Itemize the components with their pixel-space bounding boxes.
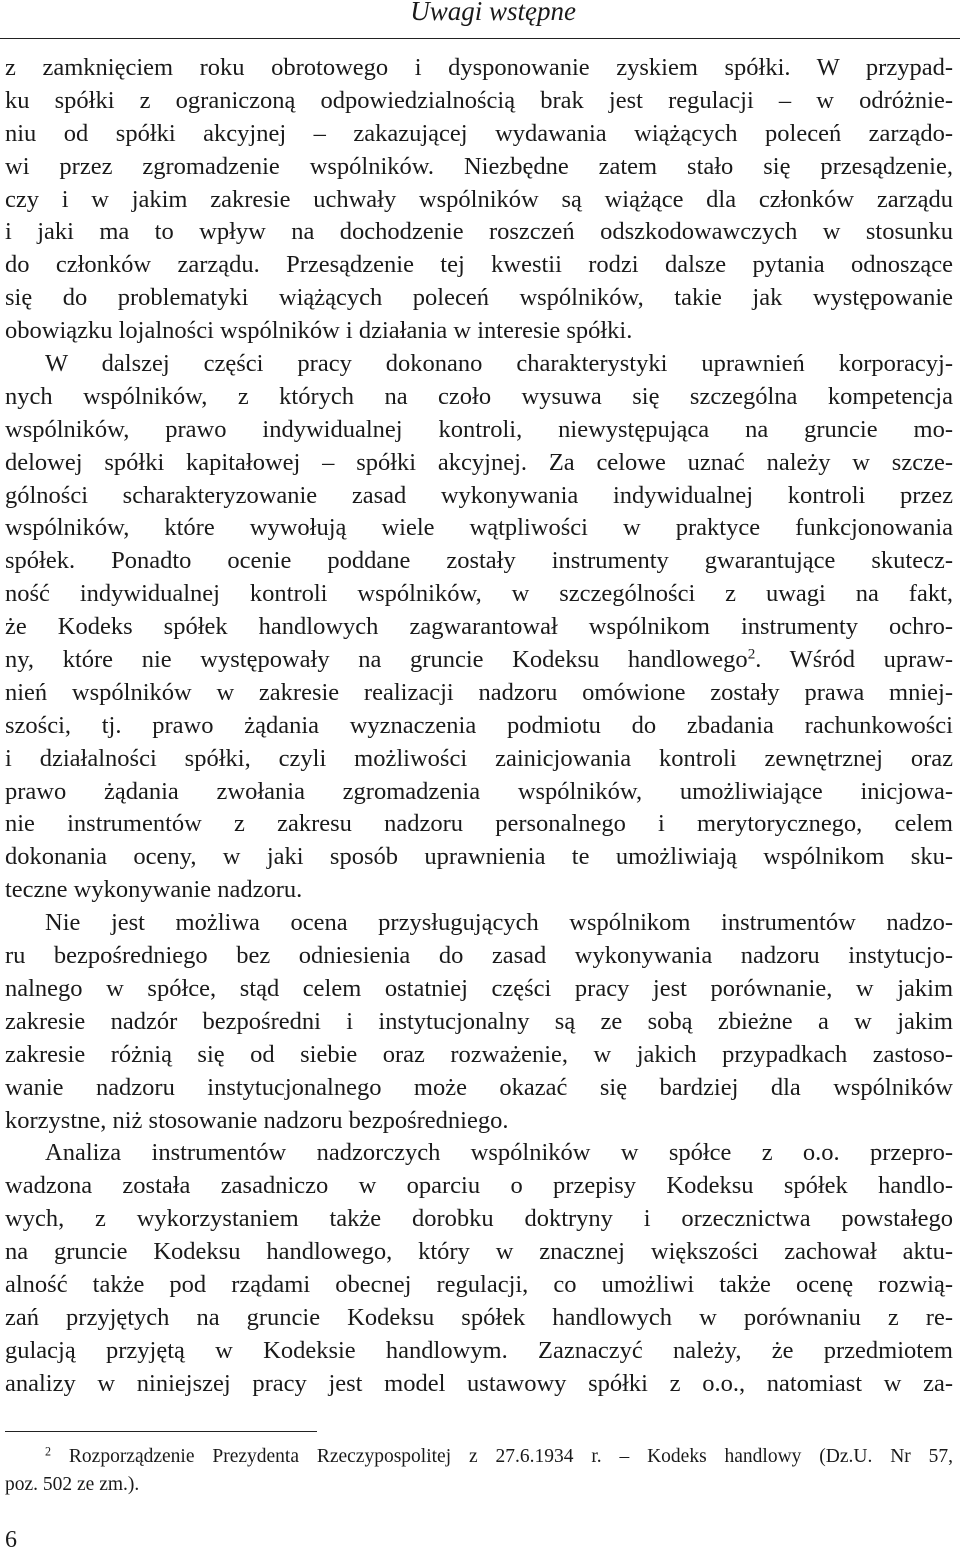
text-line-content: że Kodeks spółek handlowych zagwarantował wspólnikom instrumenty ochro- [5, 613, 953, 641]
text-line [5, 381, 953, 414]
text-line [5, 1203, 953, 1236]
text-line-content: i jaki ma to wpływ na dochodzenie roszczeń odszkodowawczych w stosunku [5, 218, 953, 246]
text-line-content: zań przyjętych na gruncie Kodeksu spółek handlowych w porównaniu z re- [5, 1303, 953, 1331]
text-line [5, 249, 953, 282]
text-line [5, 1137, 953, 1170]
text-line [5, 1072, 953, 1105]
text-line-content: Analiza instrumentów nadzorczych wspólników w spółce z o.o. przepro- [45, 1139, 953, 1167]
text-line-content: na gruncie Kodeksu handlowego, który w znacznej większości zachował aktu- [5, 1238, 953, 1266]
text-line-content: korzystne, niż stosowanie nadzoru bezpośredniego. [5, 1106, 509, 1134]
text-line-content: wspólników, które wywołują wiele wątpliwości w praktyce funkcjonowania [5, 514, 953, 542]
text-line [5, 447, 953, 480]
text-line-content: zakresie różnią się od siebie oraz rozważenie, w jakich przypadkach zastoso- [5, 1040, 953, 1068]
text-line-content: niu od spółki akcyjnej – zakazującej wydawania wiążących poleceń zarządo- [5, 119, 953, 147]
text-line-content: delowej spółki kapitałowej – spółki akcyjnej. Za celowe uznać należy w szcze- [5, 448, 953, 476]
text-line-content: nych wspólników, z których na czoło wysuwa się szczególna kompetencja [5, 382, 953, 410]
text-line [5, 1269, 953, 1302]
text-line [5, 1302, 953, 1335]
text-line [5, 184, 953, 217]
text-line-content: analizy w niniejszej pracy jest model ustawowy spółki z o.o., natomiast w za- [5, 1369, 953, 1397]
text-line-content: ru bezpośredniego bez odniesienia do zasad wykonywania nadzoru instytucjo- [5, 942, 953, 970]
text-line-content: do członków zarządu. Przesądzenie tej kwestii rodzi dalsze pytania odnoszące [5, 251, 953, 279]
text-line [5, 743, 953, 776]
text-line [5, 611, 953, 644]
text-line [5, 315, 953, 348]
text-line-content: wspólników, prawo indywidualnej kontroli, niewystępująca na gruncie mo- [5, 415, 953, 443]
text-line [5, 677, 953, 710]
text-line [5, 118, 953, 151]
footnote-line [5, 1443, 953, 1471]
text-line [5, 776, 953, 809]
text-line [5, 1335, 953, 1368]
text-line-content: teczne wykonywanie nadzoru. [5, 876, 303, 904]
footnote [5, 1443, 953, 1499]
text-line [5, 973, 953, 1006]
text-line [5, 52, 953, 85]
text-line [5, 480, 953, 513]
text-line-content: i działalności spółki, czyli możliwości zainicjowania kontroli zewnętrznej oraz [5, 744, 953, 772]
text-line [5, 1368, 953, 1401]
text-line-content: czy i w jakim zakresie uchwały wspólników są wiążące dla członków zarządu [5, 185, 953, 213]
text-line-content: alność także pod rządami obecnej regulacji, co umożliwi także ocenę rozwią- [5, 1270, 953, 1298]
text-line [5, 1236, 953, 1269]
text-line-content: ku spółki z ograniczoną odpowiedzialnością brak jest regulacji – w odróżnie- [5, 86, 953, 114]
footnote-separator [5, 1431, 317, 1432]
text-line [5, 545, 953, 578]
text-line-content: wych, z wykorzystaniem także dorobku doktryny i orzecznictwa powstałego [5, 1205, 953, 1233]
text-line [5, 710, 953, 743]
text-line-content: gólności scharakteryzowanie zasad wykonywania indywidualnej kontroli przez [5, 481, 953, 509]
text-line [5, 907, 953, 940]
text-line [5, 578, 953, 611]
text-line [5, 808, 953, 841]
running-header [0, 0, 960, 39]
footnote-text: Rozporządzenie Prezydenta Rzeczypospolitej z 27.6.1934 r. – Kodeks handlowy (Dz.U. Nr 57, [68, 1446, 953, 1467]
text-line-content: obowiązku lojalności wspólników i działania w interesie spółki. [5, 317, 633, 345]
text-line [5, 1170, 953, 1203]
page-number: 6 [5, 1527, 17, 1553]
text-line [5, 414, 953, 447]
text-line-content: wi przez zgromadzenie wspólników. Niezbędne zatem stało się przesądzenie, [5, 152, 953, 180]
text-line-content: nalnego w spółce, stąd celem ostatniej części pracy jest porównanie, w jakim [5, 974, 953, 1002]
body-text [5, 52, 953, 1401]
text-line-content: wadzona została zasadniczo w oparciu o przepisy Kodeksu spółek handlo- [5, 1172, 953, 1200]
text-line-continuation: . Wśród upraw- [755, 646, 953, 674]
text-line-content: gulacją przyjętą w Kodeksie handlowym. Zaznaczyć należy, że przedmiotem [5, 1336, 953, 1364]
running-title: Uwagi wstępne [410, 0, 576, 26]
text-line-content: się do problematyki wiążących poleceń wspólników, takie jak występowanie [5, 284, 953, 312]
text-line [5, 348, 953, 381]
footnote-line: poz. 502 ze zm.). [5, 1474, 140, 1495]
text-line [5, 216, 953, 249]
text-line [5, 1006, 953, 1039]
text-line-content: dokonania oceny, w jaki sposób uprawnienia te umożliwiają wspólnikom sku- [5, 843, 953, 871]
text-line-content: ność indywidualnej kontroli wspólników, w szczególności z uwagi na fakt, [5, 580, 953, 608]
text-line-content: spółek. Ponadto ocenie poddane zostały instrumenty gwarantujące skutecz- [5, 547, 953, 575]
footnote-marker: 2 [45, 1444, 52, 1459]
text-line [5, 874, 953, 907]
text-line-content: z zamknięciem roku obrotowego i dysponowanie zyskiem spółki. W przypad- [5, 54, 953, 81]
text-line [5, 282, 953, 315]
text-line-content: ny, które nie występowały na gruncie Kodeksu handlowego [5, 646, 748, 674]
text-line [5, 151, 953, 184]
text-line-content: prawo żądania zwołania zgromadzenia wspólników, umożliwiające inicjowa- [5, 777, 953, 805]
text-line [5, 841, 953, 874]
text-line-content: zakresie nadzór bezpośredni i instytucjonalny są ze sobą zbieżne a w jakim [5, 1007, 953, 1035]
text-line [5, 644, 953, 677]
text-line [5, 1039, 953, 1072]
text-line-content: W dalszej części pracy dokonano charakterystyki uprawnień korporacyj- [45, 350, 953, 378]
text-line-content: szości, tj. prawo żądania wyznaczenia podmiotu do zbadania rachunkowości [5, 711, 953, 739]
text-line-content: wanie nadzoru instytucjonalnego może okazać się bardziej dla wspólników [5, 1073, 953, 1101]
text-line-content: Nie jest możliwa ocena przysługujących wspólnikom instrumentów nadzo- [45, 909, 953, 937]
text-line [5, 940, 953, 973]
text-line-content: nień wspólników w zakresie realizacji nadzoru omówione zostały prawa mniej- [5, 678, 953, 706]
text-line [5, 1105, 953, 1138]
text-line-content: nie instrumentów z zakresu nadzoru personalnego i merytorycznego, celem [5, 810, 953, 838]
text-line [5, 512, 953, 545]
text-line [5, 85, 953, 118]
footnote-reference[interactable]: 2 [747, 645, 756, 663]
